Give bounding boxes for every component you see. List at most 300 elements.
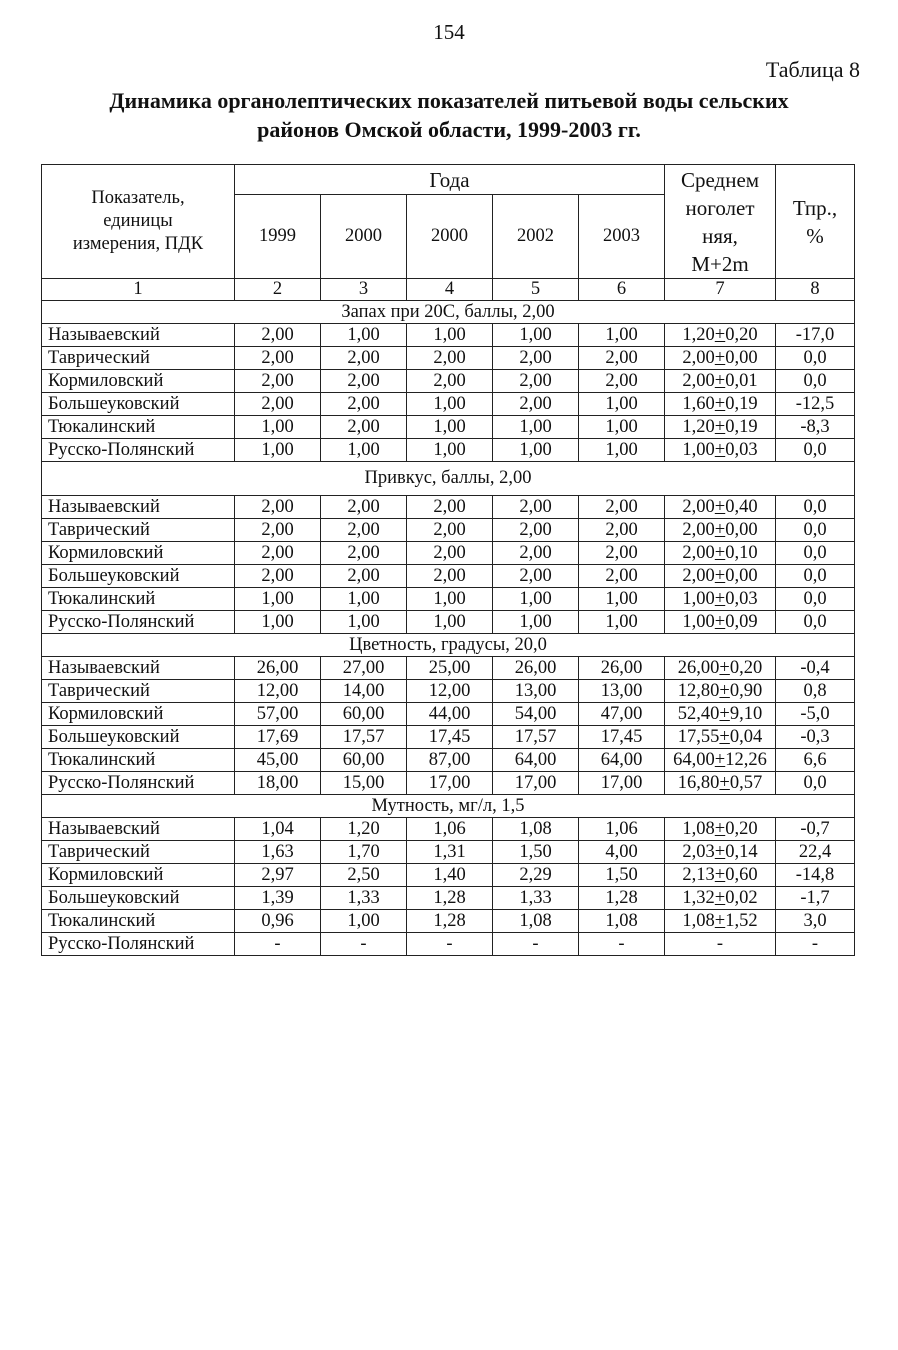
- year-value: 1,00: [493, 439, 579, 462]
- district-name: Таврический: [42, 347, 235, 370]
- page-number: 154: [433, 20, 465, 44]
- year-value: 17,69: [235, 726, 321, 749]
- table-row: [42, 588, 855, 611]
- mean-value-cell: [665, 818, 776, 841]
- year-value: 4,00: [579, 841, 665, 864]
- header-mean-line-1: Среднем: [680, 167, 760, 192]
- year-value: 2,00: [407, 370, 493, 393]
- mean-value-cell: [665, 772, 776, 795]
- district-name: Называевский: [42, 496, 235, 519]
- table-row: [42, 887, 855, 910]
- year-value: 2,00: [235, 496, 321, 519]
- year-value: 1,00: [493, 416, 579, 439]
- year-value: 2,00: [235, 324, 321, 347]
- plus-minus-sign: +: [714, 439, 726, 460]
- district-name: Таврический: [42, 841, 235, 864]
- table-row: [42, 542, 855, 565]
- year-value: 2,00: [493, 519, 579, 542]
- district-name: Русско-Полянский: [42, 439, 235, 462]
- header-indicator: [42, 165, 235, 279]
- trend-value: 0,0: [776, 611, 855, 634]
- year-value: 1,08: [493, 818, 579, 841]
- year-value: 26,00: [579, 657, 665, 680]
- year-value: 2,00: [579, 519, 665, 542]
- mean-value-cell: [665, 887, 776, 910]
- mean-value: 1,08: [682, 818, 715, 839]
- mean-value-cell: [665, 324, 776, 347]
- plus-minus-sign: +: [719, 726, 730, 747]
- error-value: 0,01: [725, 370, 758, 391]
- year-value: 2,00: [235, 393, 321, 416]
- district-name: Таврический: [42, 519, 235, 542]
- plus-minus-sign: +: [714, 393, 726, 414]
- year-value: 1,00: [407, 393, 493, 416]
- error-value: 1,52: [725, 910, 758, 931]
- trend-value: -12,5: [776, 393, 855, 416]
- section-title: Мутность, мг/л, 1,5: [42, 795, 855, 818]
- column-number: 6: [579, 279, 665, 301]
- table-row: [42, 749, 855, 772]
- district-name: Тюкалинский: [42, 749, 235, 772]
- year-value: -: [579, 933, 665, 956]
- year-value: 57,00: [235, 703, 321, 726]
- year-value: 2,00: [579, 542, 665, 565]
- column-number: 7: [665, 279, 776, 301]
- trend-value: 0,0: [776, 496, 855, 519]
- year-value: 2,00: [321, 370, 407, 393]
- district-name: Большеуковский: [42, 726, 235, 749]
- year-value: 1,28: [407, 887, 493, 910]
- table-row: [42, 519, 855, 542]
- year-value: 17,57: [321, 726, 407, 749]
- year-value: 17,57: [493, 726, 579, 749]
- year-value: 1,00: [579, 588, 665, 611]
- year-value: 2,00: [493, 496, 579, 519]
- mean-value: 64,00: [673, 749, 715, 770]
- table-row: [42, 416, 855, 439]
- header-indicator-line-1: Показатель,: [91, 188, 185, 208]
- year-value: 13,00: [579, 680, 665, 703]
- district-name: Большеуковский: [42, 393, 235, 416]
- district-name: Называевский: [42, 818, 235, 841]
- header-trend-line-1: Тпр.,: [792, 195, 838, 220]
- year-value: 2,00: [321, 496, 407, 519]
- year-value: 1,00: [579, 393, 665, 416]
- error-value: 0,20: [725, 818, 758, 839]
- trend-value: -17,0: [776, 324, 855, 347]
- year-value: 2,00: [579, 370, 665, 393]
- plus-minus-sign: +: [714, 347, 726, 368]
- plus-minus-sign: +: [719, 680, 730, 701]
- header-trend-line-2: %: [806, 223, 824, 248]
- district-name: Большеуковский: [42, 887, 235, 910]
- year-value: 2,00: [235, 542, 321, 565]
- year-value: 1,04: [235, 818, 321, 841]
- year-value: 2,00: [235, 565, 321, 588]
- mean-value: 17,55: [677, 726, 720, 747]
- header-year: 2000: [407, 195, 493, 279]
- table-row: [42, 726, 855, 749]
- year-value: 17,00: [407, 772, 493, 795]
- year-value: 1,00: [235, 416, 321, 439]
- error-value: 0,00: [725, 519, 758, 540]
- table-row: [42, 324, 855, 347]
- error-value: 9,10: [729, 703, 763, 724]
- year-value: -: [321, 933, 407, 956]
- mean-value: 2,03: [682, 841, 715, 862]
- year-value: 1,00: [321, 611, 407, 634]
- mean-value-cell: [665, 370, 776, 393]
- section-header-row: [42, 795, 855, 818]
- trend-value: 0,0: [776, 370, 855, 393]
- error-value: 0,03: [725, 439, 758, 460]
- year-value: 1,33: [493, 887, 579, 910]
- district-name: Кормиловский: [42, 370, 235, 393]
- mean-value: 1,00: [682, 611, 715, 632]
- table-row: [42, 841, 855, 864]
- title-line-2: районов Омской области, 1999-2003 гг.: [257, 117, 641, 142]
- column-number: 2: [235, 279, 321, 301]
- table-row: [42, 657, 855, 680]
- mean-value: 2,00: [682, 519, 715, 540]
- section-title: Запах при 20С, баллы, 2,00: [42, 301, 855, 324]
- plus-minus-sign: +: [714, 324, 726, 345]
- year-value: 2,00: [579, 347, 665, 370]
- trend-value: -14,8: [776, 864, 855, 887]
- year-value: 2,00: [407, 347, 493, 370]
- plus-minus-sign: +: [714, 370, 726, 391]
- year-value: 2,00: [493, 347, 579, 370]
- table-row: [42, 370, 855, 393]
- error-value: 0,60: [725, 864, 758, 885]
- district-name: Кормиловский: [42, 542, 235, 565]
- year-value: 17,00: [579, 772, 665, 795]
- year-value: 2,00: [235, 370, 321, 393]
- year-value: 18,00: [235, 772, 321, 795]
- trend-value: -0,4: [776, 657, 855, 680]
- trend-value: -1,7: [776, 887, 855, 910]
- table-row: [42, 393, 855, 416]
- plus-minus-sign: +: [714, 887, 726, 908]
- mean-value-cell: [665, 439, 776, 462]
- year-value: 2,00: [493, 542, 579, 565]
- year-value: 17,45: [579, 726, 665, 749]
- error-value: 0,40: [725, 496, 758, 517]
- year-value: -: [407, 933, 493, 956]
- table-row: [42, 611, 855, 634]
- year-value: 2,00: [321, 347, 407, 370]
- header-trend: [776, 165, 855, 279]
- year-value: 1,00: [407, 439, 493, 462]
- section-title: Привкус, баллы, 2,00: [42, 462, 855, 496]
- year-value: 1,00: [407, 611, 493, 634]
- year-value: 1,00: [235, 611, 321, 634]
- plus-minus-sign: +: [714, 818, 726, 839]
- year-value: 1,00: [407, 324, 493, 347]
- trend-value: 0,0: [776, 439, 855, 462]
- mean-value: 12,80: [677, 680, 720, 701]
- table-row: [42, 439, 855, 462]
- mean-value: 2,00: [682, 565, 715, 586]
- mean-value-cell: [665, 519, 776, 542]
- data-table: [41, 164, 855, 956]
- trend-value: 0,0: [776, 565, 855, 588]
- year-value: 25,00: [407, 657, 493, 680]
- year-value: 2,00: [321, 519, 407, 542]
- year-value: 2,00: [321, 542, 407, 565]
- year-value: 2,00: [493, 393, 579, 416]
- trend-value: 6,6: [776, 749, 855, 772]
- mean-value-cell: [665, 393, 776, 416]
- year-value: 60,00: [321, 703, 407, 726]
- year-value: 0,96: [235, 910, 321, 933]
- error-value: 0,10: [725, 542, 758, 563]
- mean-value-cell: [665, 347, 776, 370]
- header-indicator-line-2: единицы: [103, 211, 173, 231]
- mean-value-cell: [665, 680, 776, 703]
- mean-value-cell: [665, 703, 776, 726]
- table-row: [42, 347, 855, 370]
- trend-value: -8,3: [776, 416, 855, 439]
- district-name: Большеуковский: [42, 565, 235, 588]
- district-name: Таврический: [42, 680, 235, 703]
- year-value: 27,00: [321, 657, 407, 680]
- mean-value: 1,00: [682, 588, 715, 609]
- mean-value-cell: [665, 864, 776, 887]
- plus-minus-sign: +: [719, 703, 730, 724]
- year-value: 1,28: [407, 910, 493, 933]
- error-value: 0,19: [725, 416, 758, 437]
- trend-value: -0,3: [776, 726, 855, 749]
- year-value: 64,00: [579, 749, 665, 772]
- header-year: 2003: [579, 195, 665, 279]
- section-header-row: [42, 462, 855, 496]
- trend-value: 22,4: [776, 841, 855, 864]
- error-value: 0,90: [729, 680, 763, 701]
- year-value: 2,00: [407, 565, 493, 588]
- table-label: Таблица 8: [765, 57, 860, 82]
- district-name: Кормиловский: [42, 864, 235, 887]
- column-number: 1: [42, 279, 235, 301]
- error-value: 12,26: [725, 749, 767, 770]
- mean-value: -: [716, 933, 724, 954]
- year-value: 1,00: [407, 588, 493, 611]
- year-value: 1,50: [579, 864, 665, 887]
- header-mean-line-4: M+2m: [691, 251, 749, 276]
- year-value: 1,00: [579, 324, 665, 347]
- district-name: Русско-Полянский: [42, 933, 235, 956]
- plus-minus-sign: +: [714, 565, 726, 586]
- mean-value: 1,20: [682, 324, 715, 345]
- mean-value-cell: [665, 496, 776, 519]
- plus-minus-sign: +: [714, 611, 726, 632]
- plus-minus-sign: +: [719, 657, 730, 678]
- mean-value-cell: [665, 611, 776, 634]
- year-value: 1,50: [493, 841, 579, 864]
- year-value: 1,00: [579, 439, 665, 462]
- year-value: 2,00: [493, 565, 579, 588]
- table-body: [42, 301, 855, 956]
- plus-minus-sign: +: [719, 772, 730, 793]
- plus-minus-sign: +: [714, 864, 726, 885]
- table-row: [42, 703, 855, 726]
- mean-value-cell: [665, 657, 776, 680]
- mean-value-cell: [665, 749, 776, 772]
- mean-value: 16,80: [677, 772, 720, 793]
- mean-value: 2,00: [682, 347, 715, 368]
- year-value: 1,40: [407, 864, 493, 887]
- column-number: 4: [407, 279, 493, 301]
- year-value: 26,00: [493, 657, 579, 680]
- year-value: 2,97: [235, 864, 321, 887]
- year-value: 2,00: [407, 519, 493, 542]
- district-name: Русско-Полянский: [42, 772, 235, 795]
- trend-value: 3,0: [776, 910, 855, 933]
- year-value: 45,00: [235, 749, 321, 772]
- year-value: 1,20: [321, 818, 407, 841]
- year-value: 1,00: [235, 439, 321, 462]
- trend-value: 0,0: [776, 772, 855, 795]
- year-value: 2,00: [407, 496, 493, 519]
- error-value: 0,14: [725, 841, 758, 862]
- trend-value: 0,0: [776, 347, 855, 370]
- table-row: [42, 864, 855, 887]
- year-value: 2,00: [579, 496, 665, 519]
- year-value: 1,31: [407, 841, 493, 864]
- year-value: 15,00: [321, 772, 407, 795]
- year-value: 2,00: [321, 393, 407, 416]
- year-value: -: [235, 933, 321, 956]
- plus-minus-sign: +: [714, 841, 726, 862]
- section-header-row: [42, 634, 855, 657]
- year-value: 2,00: [235, 519, 321, 542]
- header-year: 1999: [235, 195, 321, 279]
- plus-minus-sign: +: [714, 910, 726, 931]
- year-value: 1,00: [493, 611, 579, 634]
- trend-value: 0,0: [776, 588, 855, 611]
- year-value: 12,00: [235, 680, 321, 703]
- trend-value: 0,0: [776, 542, 855, 565]
- plus-minus-sign: +: [714, 588, 726, 609]
- header-years-group: Года: [235, 165, 665, 195]
- column-number: 8: [776, 279, 855, 301]
- error-value: 0,20: [729, 657, 763, 678]
- table-row: [42, 818, 855, 841]
- year-value: 1,00: [493, 324, 579, 347]
- mean-value: 52,40: [677, 703, 720, 724]
- error-value: 0,02: [725, 887, 758, 908]
- mean-value-cell: [665, 588, 776, 611]
- mean-value-cell: [665, 565, 776, 588]
- year-value: 60,00: [321, 749, 407, 772]
- year-value: 26,00: [235, 657, 321, 680]
- error-value: 0,00: [725, 347, 758, 368]
- year-value: 1,00: [321, 588, 407, 611]
- year-value: 1,70: [321, 841, 407, 864]
- trend-value: -0,7: [776, 818, 855, 841]
- error-value: 0,09: [725, 611, 758, 632]
- district-name: Тюкалинский: [42, 910, 235, 933]
- header-mean-line-3: няя,: [702, 223, 738, 248]
- error-value: 0,00: [725, 565, 758, 586]
- section-header-row: [42, 301, 855, 324]
- year-value: 17,00: [493, 772, 579, 795]
- year-value: 1,00: [321, 439, 407, 462]
- plus-minus-sign: +: [714, 416, 726, 437]
- plus-minus-sign: +: [714, 519, 726, 540]
- year-value: 1,08: [493, 910, 579, 933]
- trend-value: -5,0: [776, 703, 855, 726]
- table-row: [42, 680, 855, 703]
- district-name: Называевский: [42, 657, 235, 680]
- district-name: Тюкалинский: [42, 588, 235, 611]
- year-value: 2,29: [493, 864, 579, 887]
- district-name: Называевский: [42, 324, 235, 347]
- mean-value-cell: [665, 726, 776, 749]
- error-value: 0,57: [729, 772, 763, 793]
- header-mean-line-2: ноголет: [685, 195, 755, 220]
- section-title: Цветность, градусы, 20,0: [42, 634, 855, 657]
- error-value: 0,19: [725, 393, 758, 414]
- mean-value: 1,20: [682, 416, 715, 437]
- year-value: 2,00: [321, 565, 407, 588]
- year-value: 2,00: [407, 542, 493, 565]
- column-number: 5: [493, 279, 579, 301]
- year-value: 1,28: [579, 887, 665, 910]
- header-indicator-line-3: измерения, ПДК: [72, 234, 204, 254]
- year-value: 1,39: [235, 887, 321, 910]
- year-value: 1,63: [235, 841, 321, 864]
- year-value: 2,00: [493, 370, 579, 393]
- year-value: 1,06: [407, 818, 493, 841]
- plus-minus-sign: +: [714, 749, 726, 770]
- year-value: 1,08: [579, 910, 665, 933]
- mean-value: 2,00: [682, 542, 715, 563]
- table-row: [42, 933, 855, 956]
- year-value: 1,00: [493, 588, 579, 611]
- column-numbers-row: [42, 279, 855, 301]
- mean-value: 1,60: [682, 393, 715, 414]
- year-value: 2,00: [235, 347, 321, 370]
- year-value: 1,33: [321, 887, 407, 910]
- table-title: [40, 86, 858, 144]
- trend-value: 0,8: [776, 680, 855, 703]
- header-year: 2000: [321, 195, 407, 279]
- year-value: 54,00: [493, 703, 579, 726]
- year-value: 14,00: [321, 680, 407, 703]
- year-value: 1,06: [579, 818, 665, 841]
- year-value: 2,00: [321, 416, 407, 439]
- error-value: 0,04: [729, 726, 763, 747]
- mean-value-cell: [665, 416, 776, 439]
- error-value: 0,03: [725, 588, 758, 609]
- mean-value-cell: [665, 841, 776, 864]
- year-value: 1,00: [407, 416, 493, 439]
- year-value: 87,00: [407, 749, 493, 772]
- district-name: Тюкалинский: [42, 416, 235, 439]
- column-number: 3: [321, 279, 407, 301]
- plus-minus-sign: +: [714, 496, 726, 517]
- table-row: [42, 772, 855, 795]
- mean-value: 2,00: [682, 370, 715, 391]
- year-value: 13,00: [493, 680, 579, 703]
- table-row: [42, 910, 855, 933]
- year-value: 44,00: [407, 703, 493, 726]
- mean-value: 2,13: [682, 864, 715, 885]
- year-value: 1,00: [321, 324, 407, 347]
- year-value: -: [493, 933, 579, 956]
- mean-value-cell: [665, 542, 776, 565]
